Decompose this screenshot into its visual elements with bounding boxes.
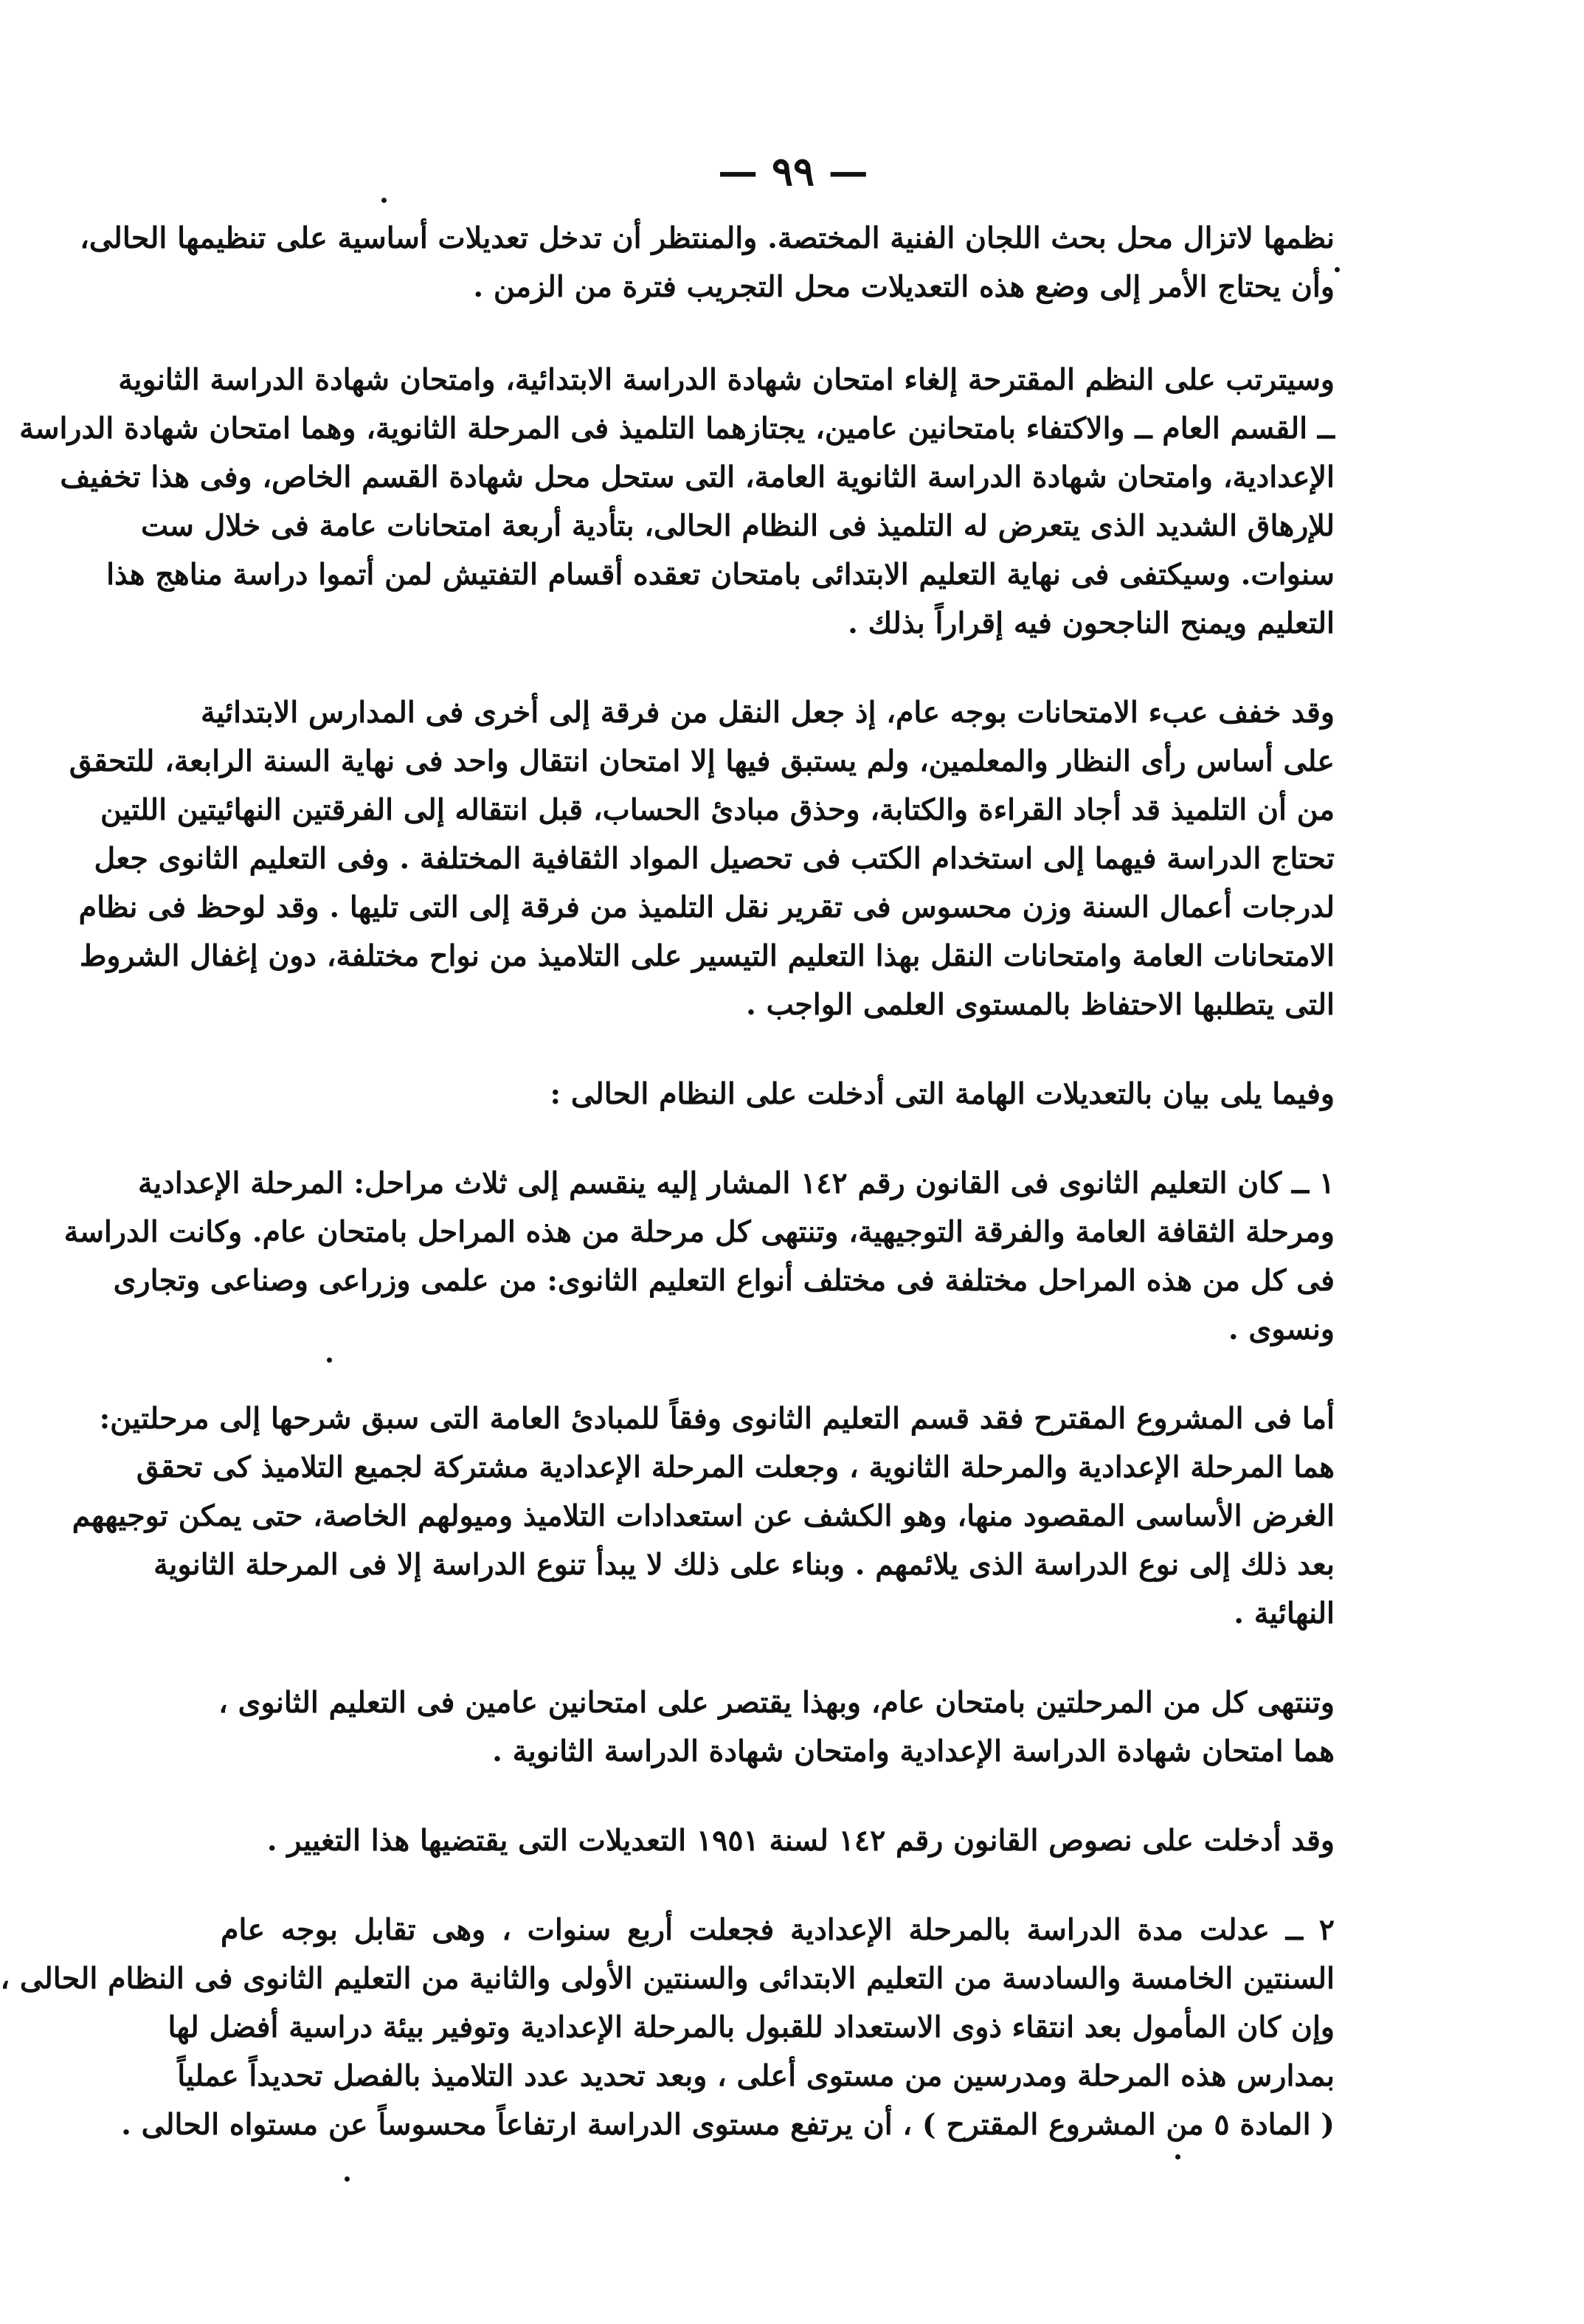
text-line: ( المادة ٥ من المشروع المقترح ) ، أن يرتفع مستوى الدراسة ارتفاعاً محسوساً عن مستواه الحالى . — [121, 2108, 1335, 2142]
text-line: سنوات. وسيكتفى فى نهاية التعليم الابتدائى بامتحان تعقده أقسام التفتيش لمن أتموا دراسة مناهج هذا — [106, 558, 1335, 592]
text-line: الغرض الأساسى المقصود منها، وهو الكشف عن استعدادات التلاميذ وميولهم الخاصة، حتى يمكن توجيههم — [72, 1499, 1335, 1533]
scan-speck — [327, 1358, 332, 1363]
paragraph-7 — [218, 1678, 1335, 1776]
text-line: ــ القسم العام ــ والاكتفاء بامتحانين عامين، يجتازهما التلميذ فى المرحلة الثانوية، وهما امتحان شهادة الدراسة — [19, 412, 1335, 446]
text-line: نظمها لاتزال محل بحث اللجان الفنية المختصة. والمنتظر أن تدخل تعديلات أساسية على تنظيمها الحالى، — [80, 221, 1335, 255]
text-line: ٢ ــ عدلت مدة الدراسة بالمرحلة الإعدادية فجعلت أربع سنوات ، وهى تقابل بوجه عام — [221, 1913, 1335, 1947]
text-line: تحتاج الدراسة فيهما إلى استخدام الكتب فى تحصيل المواد الثقافية المختلفة . وفى التعليم الثانوى جعل — [94, 842, 1335, 876]
paragraph-2 — [19, 356, 1335, 648]
body-text — [0, 214, 1335, 2190]
text-line: من أن التلميذ قد أجاد القراءة والكتابة، وحذق مبادئ الحساب، قبل انتقاله إلى الفرقتين النهائيتين اللتين — [100, 793, 1335, 827]
text-line: بمدارس هذه المرحلة ومدرسين من مستوى أعلى ، وبعد تحديد عدد التلاميذ بالفصل تحديداً عملياً — [177, 2059, 1335, 2093]
text-line: وأن يحتاج الأمر إلى وضع هذه التعديلات محل التجريب فترة من الزمن . — [473, 270, 1335, 304]
paragraph-3 — [69, 688, 1335, 1029]
text-line: ١ ــ كان التعليم الثانوى فى القانون رقم ١٤٢ المشار إليه ينقسم إلى ثلاث مراحل: المرحلة الإعدادية — [137, 1166, 1335, 1200]
scan-speck — [381, 198, 387, 203]
scan-speck — [1335, 267, 1340, 272]
text-line: وسيترتب على النظم المقترحة إلغاء امتحان شهادة الدراسة الابتدائية، وامتحان شهادة الدراسة الثانوية — [118, 363, 1335, 397]
text-line: ومرحلة الثقافة العامة والفرقة التوجيهية، وتنتهى كل مرحلة من هذه المراحل بامتحان عام. وكانت الدراسة — [63, 1215, 1335, 1249]
paragraph-8 — [221, 1816, 1335, 1865]
scan-speck — [1175, 2154, 1180, 2159]
text-line: للإرهاق الشديد الذى يتعرض له التلميذ فى النظام الحالى، بتأدية أربعة امتحانات عامة فى خلال ست — [140, 509, 1335, 543]
paragraph-9 — [0, 1906, 1335, 2149]
document-page — [2, 0, 1584, 2324]
text-line: السنتين الخامسة والسادسة من التعليم الابتدائى والسنتين الأولى والثانية من التعليم الثانوى فى النظام الحالى ، — [0, 1962, 1335, 1996]
text-line: وإن كان المأمول بعد انتقاء ذوى الاستعداد للقبول بالمرحلة الإعدادية وتوفير بيئة دراسية أفضل لها — [167, 2010, 1335, 2044]
paragraph-1 — [80, 214, 1335, 311]
text-line: وتنتهى كل من المرحلتين بامتحان عام، وبهذا يقتصر على امتحانين عامين فى التعليم الثانوى ، — [218, 1686, 1335, 1720]
text-line: هما المرحلة الإعدادية والمرحلة الثانوية ، وجعلت المرحلة الإعدادية مشتركة لجميع التلاميذ كى تحقق — [136, 1450, 1335, 1484]
page-number: — ٩٩ — — [718, 148, 868, 195]
paragraph-6 — [72, 1394, 1335, 1638]
text-line: أما فى المشروع المقترح فقد قسم التعليم الثانوى وفقاً للمبادئ العامة التى سبق شرحها إلى مرحلتين: — [99, 1402, 1335, 1436]
text-line: وقد أدخلت على نصوص القانون رقم ١٤٢ لسنة ١٩٥١ التعديلات التى يقتضيها هذا التغيير . — [266, 1824, 1335, 1858]
paragraph-4 — [221, 1070, 1335, 1118]
text-line: النهائية . — [1234, 1597, 1335, 1630]
text-line: هما امتحان شهادة الدراسة الإعدادية وامتحان شهادة الدراسة الثانوية . — [492, 1735, 1335, 1768]
text-line: وقد خفف عبء الامتحانات بوجه عام، إذ جعل النقل من فرقة إلى أخرى فى المدارس الابتدائية — [201, 696, 1335, 730]
text-line: التى يتطلبها الاحتفاظ بالمستوى العلمى الواجب . — [746, 988, 1335, 1022]
text-line: الإعدادية، وامتحان شهادة الدراسة الثانوية العامة، التى ستحل محل شهادة القسم الخاص، وفى هذا تخفيف — [60, 460, 1335, 494]
text-line: على أساس رأى النظار والمعلمين، ولم يستبق فيها إلا امتحان انتقال واحد فى نهاية السنة الرابعة، للتحقق — [69, 744, 1335, 778]
text-line: فى كل من هذه المراحل مختلفة فى مختلف أنواع التعليم الثانوى: من علمى وزراعى وصناعى وتجارى — [113, 1264, 1335, 1298]
text-line: وفيما يلى بيان بالتعديلات الهامة التى أدخلت على النظام الحالى : — [550, 1077, 1335, 1111]
text-line: بعد ذلك إلى نوع الدراسة الذى يلائمهم . وبناء على ذلك لا يبدأ تنوع الدراسة إلا فى المرحلة الثانوية — [153, 1548, 1335, 1582]
text-line: التعليم ويمنح الناجحون فيه إقراراً بذلك . — [848, 606, 1335, 640]
text-line: لدرجات أعمال السنة وزن محسوس فى تقرير نقل التلميذ من فرقة إلى التى تليها . وقد لوحظ فى نظام — [78, 890, 1335, 924]
text-line: الامتحانات العامة وامتحانات النقل بهذا التعليم التيسير على التلاميذ من نواح مختلفة، دون إغفال الشروط — [79, 939, 1335, 973]
paragraph-5 — [63, 1159, 1335, 1354]
scan-speck — [345, 2176, 350, 2182]
text-line: ونسوى . — [1228, 1313, 1335, 1346]
